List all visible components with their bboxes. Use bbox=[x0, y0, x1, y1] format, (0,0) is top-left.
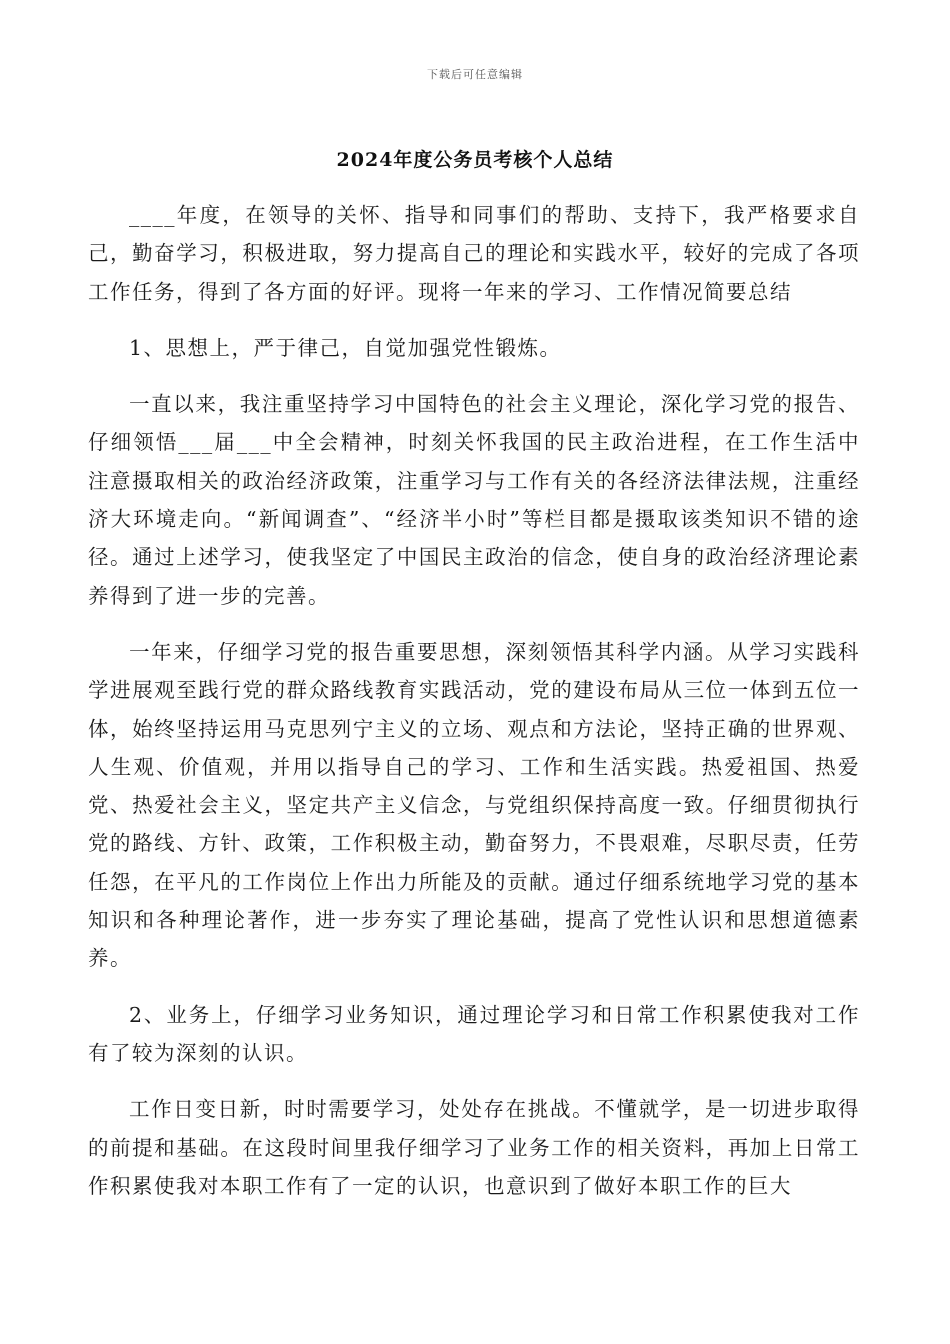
section-heading-2: 2、业务上，仔细学习业务知识，通过理论学习和日常工作积累使我对工作有了较为深刻的认识。 bbox=[88, 1002, 860, 1065]
document-title: 2024年度公务员考核个人总结 bbox=[336, 149, 614, 171]
paragraph-work-learning: 工作日变日新，时时需要学习，处处存在挑战。不懂就学，是一切进步取得的前提和基础。在这段时间里我仔细学习了业务工作的相关资料，再加上日常工作积累使我对本职工作有了一定的认识，也意识到了做好本职工作的巨大 bbox=[88, 1097, 860, 1198]
section-heading-1: 1、思想上，严于律己，自觉加强党性锻炼。 bbox=[129, 335, 562, 360]
paragraph-intro: ____年度，在领导的关怀、指导和同事们的帮助、支持下，我严格要求自己，勤奋学习，积极进取，努力提高自己的理论和实践水平，较好的完成了各项工作任务，得到了各方面的好评。现将一年来的学习、工作情况简要总结 bbox=[88, 203, 860, 304]
paragraph-theory-study: 一直以来，我注重坚持学习中国特色的社会主义理论，深化学习党的报告、仔细领悟___届___中全会精神，时刻关怀我国的民主政治进程，在工作生活中注意摄取相关的政治经济政策，注重学习与工作有关的各经济法律法规，注重经济大环境走向。“新闻调查”、“经济半小时”等栏目都是摄取该类知识不错的途径。通过上述学习，使我坚定了中国民主政治的信念，使自身的政治经济理论素养得到了进一步的完善。 bbox=[88, 392, 860, 608]
document-body bbox=[88, 196, 860, 1223]
paragraph-party-study: 一年来，仔细学习党的报告重要思想，深刻领悟其科学内涵。从学习实践科学进展观至践行党的群众路线教育实践活动，党的建设布局从三位一体到五位一体，始终坚持运用马克思列宁主义的立场、观点和方法论，坚持正确的世界观、人生观、价值观，并用以指导自己的学习、工作和生活实践。热爱祖国、热爱党、热爱社会主义，坚定共产主义信念，与党组织保持高度一致。仔细贯彻执行党的路线、方针、政策，工作积极主动，勤奋努力，不畏艰难，尽职尽责，任劳任怨，在平凡的工作岗位上作出力所能及的贡献。通过仔细系统地学习党的基本知识和各种理论著作，进一步夯实了理论基础，提高了党性认识和思想道德素养。 bbox=[88, 639, 860, 971]
header-note: 下载后可任意编辑 bbox=[427, 68, 523, 81]
